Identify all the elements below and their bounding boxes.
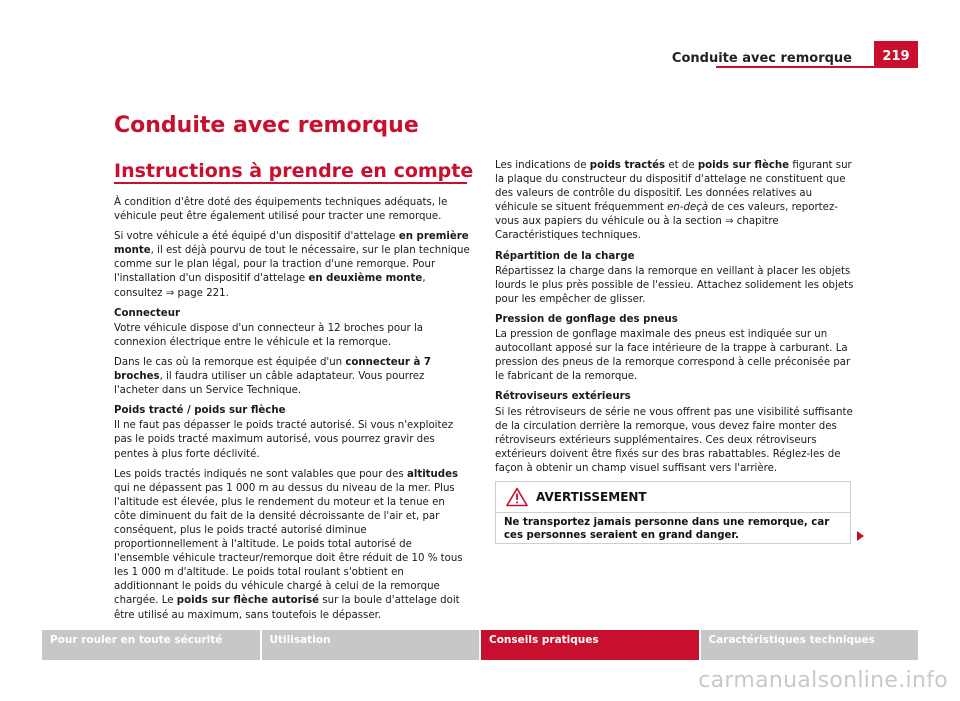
page-number-badge: 219 xyxy=(874,41,918,67)
left-column xyxy=(114,196,470,629)
poids-paragraph-1: Il ne faut pas dépasser le poids tracté autorisé. Si vous n'exploitez pas le poids tracté maximum autorisé, vous pourrez gravir des pentes à plus forte déclivité. xyxy=(114,420,454,460)
connecteur-paragraph-2: Dans le cas où la remorque est équipée d'un connecteur à 7 broches, il faudra utiliser un câble adaptateur. Vous pourrez l'acheter dans un Service Technique. xyxy=(114,356,431,397)
pression-heading: Pression de gonflage des pneus xyxy=(495,313,678,325)
footer-tab-securite[interactable]: Pour rouler en toute sécurité xyxy=(42,630,260,660)
warning-text: Ne transportez jamais personne dans une remorque, car ces personnes seraient en grand danger. xyxy=(504,517,830,541)
right-column xyxy=(495,159,857,482)
watermark: carmanualsonline.info xyxy=(698,668,948,693)
poids-heading: Poids tracté / poids sur flèche xyxy=(114,405,286,417)
section-title: Instructions à prendre en compte xyxy=(114,160,474,182)
footer-tab-caracteristiques[interactable]: Caractéristiques techniques xyxy=(701,630,919,660)
repartition-paragraph: Répartissez la charge dans la remorque en veillant à placer les objets lourds le plus près possible de l'essieu. Attachez solidement les objets pour les empêcher de glisser. xyxy=(495,265,854,305)
intro-paragraph: À condition d'être doté des équipements techniques adéquats, le véhicule peut être également utilisé pour tracter une remorque. xyxy=(114,197,448,223)
continue-arrow-icon xyxy=(857,531,864,541)
retroviseurs-heading: Rétroviseurs extérieurs xyxy=(495,391,631,403)
footer-tab-utilisation[interactable]: Utilisation xyxy=(262,630,480,660)
running-header-title: Conduite avec remorque xyxy=(671,51,852,66)
header-rule xyxy=(716,66,918,68)
pression-paragraph: La pression de gonflage maximale des pneus est indiquée sur un autocollant apposé sur la face intérieure de la trappe à carburant. La pression des pneus de la remorque correspond à celle préconisée par le fabricant de la remorque. xyxy=(495,329,851,383)
connecteur-heading: Connecteur xyxy=(114,307,180,319)
footer-nav xyxy=(42,630,918,660)
chapter-title: Conduite avec remorque xyxy=(114,113,419,138)
connecteur-paragraph-1: Votre véhicule dispose d'un connecteur à 12 broches pour la connexion électrique entre le véhicule et la remorque. xyxy=(114,322,424,348)
section-rule xyxy=(114,182,467,184)
attelage-paragraph: Si votre véhicule a été équipé d'un dispositif d'attelage en première monte, il est déjà pourvu de tout le nécessaire, sur le plan technique comme sur le plan légal, pour la traction d'une remorque. Pour l'installation d'un dispositif d'attelage en deuxième monte, consultez ⇒ page 221. xyxy=(114,231,470,299)
warning-box xyxy=(495,481,851,544)
warning-header xyxy=(496,482,850,513)
repartition-heading: Répartition de la charge xyxy=(495,250,635,262)
warning-title: AVERTISSEMENT xyxy=(536,490,647,504)
retroviseurs-paragraph: Si les rétroviseurs de série ne vous offrent pas une visibilité suffisante de la circulation derrière la remorque, vous devez faire monter des rétroviseurs extérieurs supplémentaires. Ces deux rétroviseurs extérieurs doivent être fixés sur des bras rabattables. Réglez-les de façon à obtenir un champ visuel suffisant vers l'arrière. xyxy=(495,406,853,474)
poids-paragraph-2: Les poids tractés indiqués ne sont valables que pour des altitudes qui ne dépassent pas 1 000 m au dessus du niveau de la mer. Plus l'altitude est élevée, plus le rendement du moteur et la tenue en côte diminuent du fait de la densité décroissante de l'air et, par conséquent, plus le poids tracté autorisé diminue proportionnellement à l'altitude. Le poids total autorisé de l'ensemble véhicule tracteur/remorque doit être réduit de 10 % tous les 1 000 m d'altitude. Le poids total roulant s'obtient en additionnant le poids du véhicule chargé à celui de la remorque chargée. Le poids sur flèche autorisé sur la boule d'attelage doit être utilisé au maximum, sans toutefois le dépasser. xyxy=(114,468,463,621)
warning-triangle-icon xyxy=(506,487,528,507)
footer-tab-conseils[interactable]: Conseils pratiques xyxy=(481,630,699,660)
plaque-paragraph: Les indications de poids tractés et de poids sur flèche figurant sur la plaque du constructeur du dispositif d'attelage ne constituent que des valeurs de contrôle du dispositif. Les données relatives au véhicule se situent fréquemment en-deçà de ces valeurs, reportez-vous aux papiers du véhicule ou à la section ⇒ chapitre Caractéristiques techniques. xyxy=(495,160,852,242)
